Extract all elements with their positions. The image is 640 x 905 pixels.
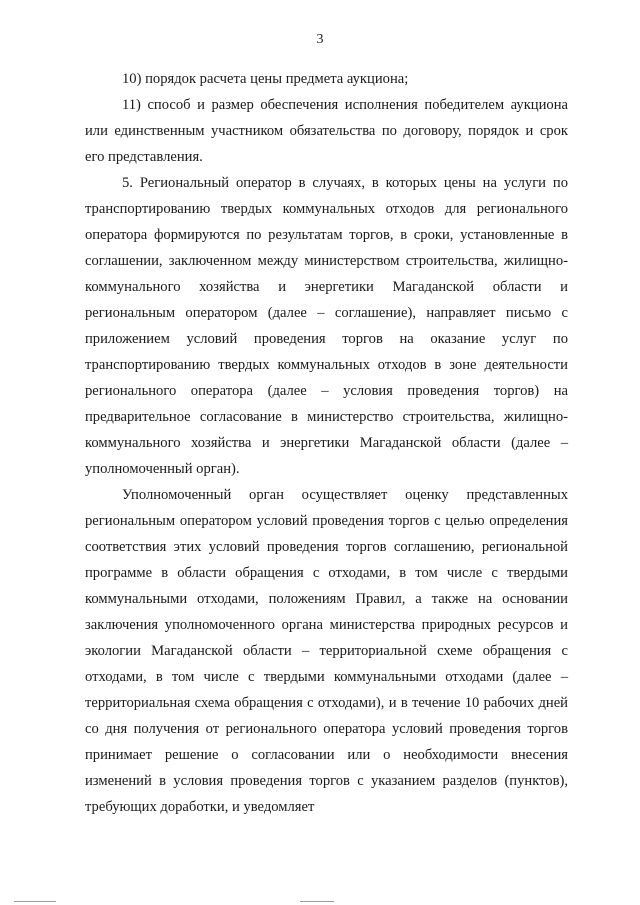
paragraph-item-11: 11) способ и размер обеспечения исполнения победителем аукциона или единственным участником обязательства по договору, порядок и срок его представления. <box>85 97 568 165</box>
document-body <box>85 66 568 820</box>
paragraph-authorized-body: Уполномоченный орган осуществляет оценку представленных региональным оператором условий проведения торгов с целью определения соответствия этих условий проведения торгов соглашению, региональной программе в области обращения с отходами, в том числе с твердыми коммунальными отходами, положениям Правил, а также на основании заключения уполномоченного органа министерства природных ресурсов и экологии Магаданской области – территориальной схеме обращения с отходами, в том числе с твердыми коммунальными отходами (далее – территориальная схема обращения с отходами), и в течение 10 рабочих дней со дня получения от регионального оператора условий проведения торгов принимает решение о согласовании или о необходимости внесения изменений в условия проведения торгов с указанием разделов (пунктов), требующих доработки, и уведомляет <box>85 487 568 815</box>
paragraph-section-5: 5. Региональный оператор в случаях, в которых цены на услуги по транспортированию твердых коммунальных отходов для регионального оператора формируются по результатам торгов, в сроки, установленные в соглашении, заключенном между министерством строительства, жилищно-коммунального хозяйства и энергетики Магаданской области и региональным оператором (далее – соглашение), направляет письмо с приложением условий проведения торгов на оказание услуг по транспортированию твердых коммунальных отходов в зоне деятельности регионального оператора (далее – условия проведения торгов) на предварительное согласование в министерство строительства, жилищно-коммунального хозяйства и энергетики Магаданской области (далее – уполномоченный орган). <box>85 175 568 477</box>
footer-scan-mark-left <box>14 901 56 902</box>
paragraph-item-10: 10) порядок расчета цены предмета аукциона; <box>122 71 409 87</box>
page-number: 3 <box>316 32 324 47</box>
footer-scan-mark-right <box>300 901 334 902</box>
